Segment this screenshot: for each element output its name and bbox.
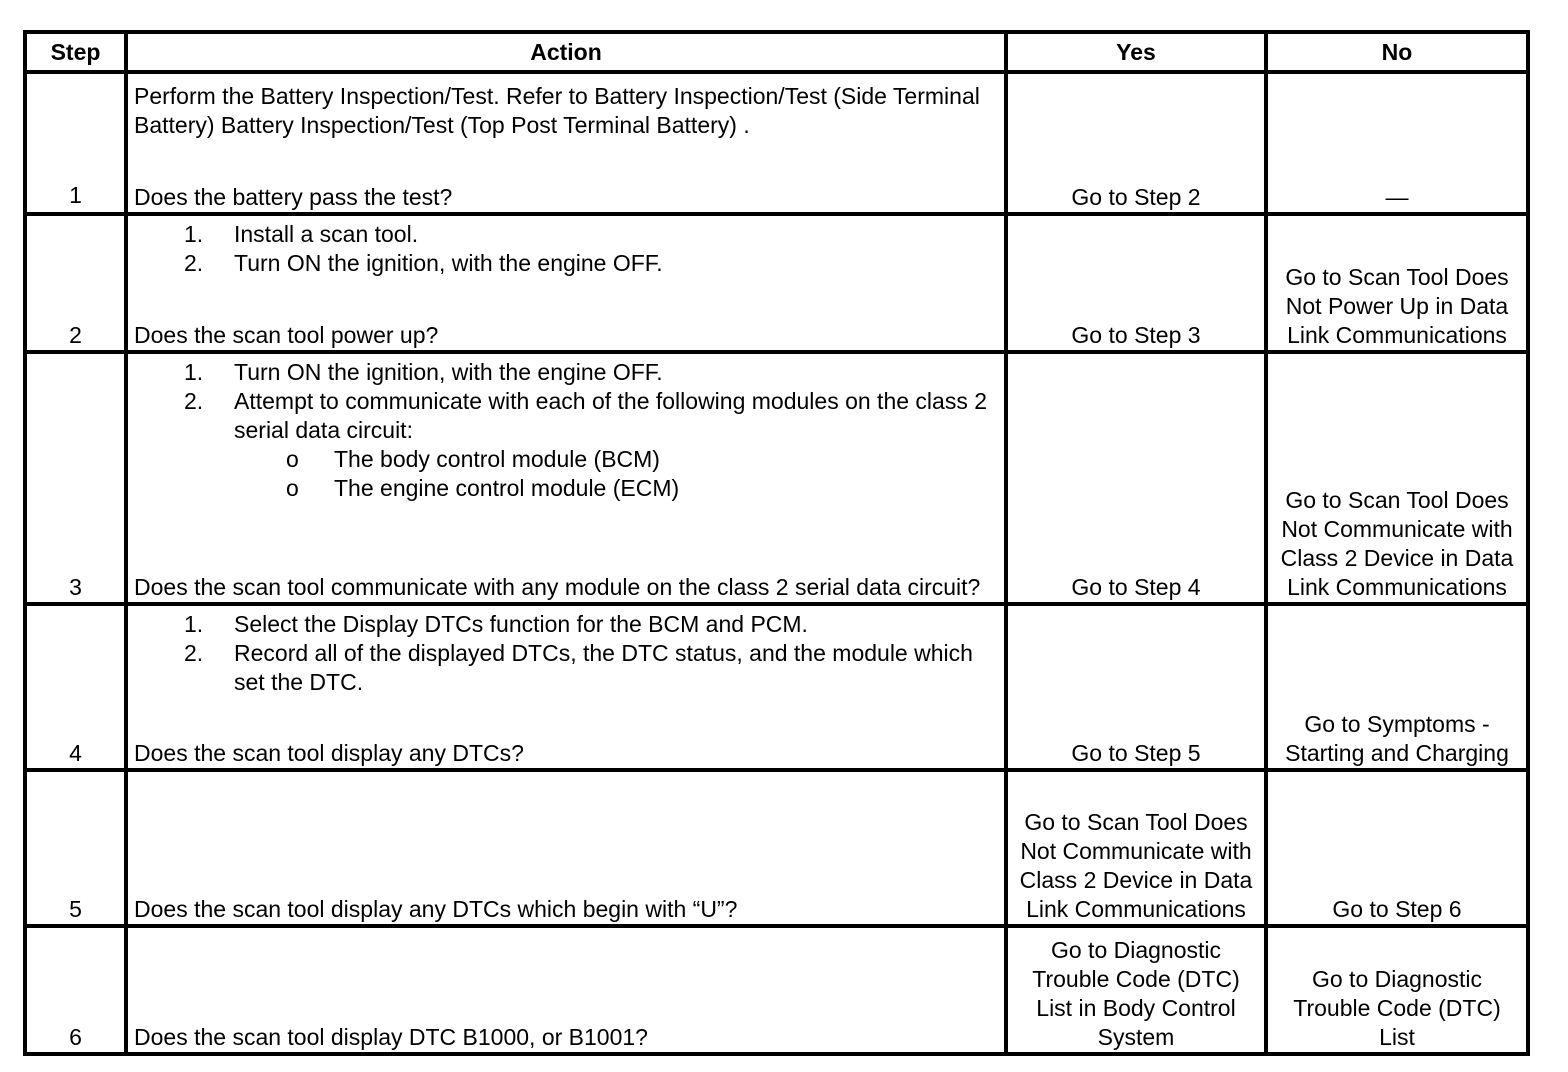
list-item: [134, 639, 998, 697]
action-question: Does the scan tool display any DTCs?: [134, 740, 524, 766]
action-steps-list: [134, 220, 998, 278]
no-link[interactable]: Go to Scan Tool Does Not Power Up in Data Link Communications: [1266, 214, 1528, 352]
table-row: [25, 214, 1528, 352]
table-row: [25, 770, 1528, 926]
header-no: No: [1266, 32, 1528, 72]
no-link[interactable]: Go to Diagnostic Trouble Code (DTC) List: [1266, 926, 1528, 1054]
list-text: The body control module (BCM): [334, 446, 660, 472]
list-number: 1.: [184, 611, 204, 637]
step-number: 6: [25, 926, 126, 1054]
table-row: [25, 352, 1528, 604]
action-cell: [126, 352, 1006, 604]
table-row: [25, 72, 1528, 214]
list-item: [134, 387, 998, 445]
yes-link[interactable]: Go to Step 2: [1006, 72, 1266, 214]
no-link[interactable]: Go to Symptoms - Starting and Charging: [1266, 604, 1528, 770]
list-item: [134, 249, 998, 278]
list-text: Attempt to communicate with each of the following modules on the class 2 serial data circuit:: [234, 388, 988, 443]
action-question: Does the scan tool communicate with any module on the class 2 serial data circuit?: [134, 574, 981, 600]
step-number: 3: [25, 352, 126, 604]
table-row: [25, 926, 1528, 1054]
action-cell: [126, 72, 1006, 214]
header-yes: Yes: [1006, 32, 1266, 72]
no-result: —: [1266, 72, 1528, 214]
action-cell: [126, 604, 1006, 770]
yes-link[interactable]: Go to Scan Tool Does Not Communicate with Class 2 Device in Data Link Communications: [1006, 770, 1266, 926]
header-row: [25, 32, 1528, 72]
action-question: Does the battery pass the test?: [134, 184, 453, 210]
list-number: 2.: [184, 388, 204, 414]
list-text: Turn ON the ignition, with the engine OFF.: [234, 359, 663, 385]
list-item: [134, 474, 998, 503]
list-item: [134, 220, 998, 249]
list-text: Install a scan tool.: [234, 221, 419, 247]
action-steps-list: [134, 610, 998, 697]
yes-link[interactable]: Go to Step 5: [1006, 604, 1266, 770]
diagnostic-table: [23, 30, 1530, 1056]
step-number: 5: [25, 770, 126, 926]
header-step: Step: [25, 32, 126, 72]
yes-link[interactable]: Go to Step 4: [1006, 352, 1266, 604]
no-link[interactable]: Go to Scan Tool Does Not Communicate with Class 2 Device in Data Link Communications: [1266, 352, 1528, 604]
list-text: The engine control module (ECM): [334, 475, 680, 501]
action-cell: [126, 926, 1006, 1054]
action-question: Does the scan tool display any DTCs which begin with “U”?: [134, 896, 738, 922]
yes-link[interactable]: Go to Diagnostic Trouble Code (DTC) List in Body Control System: [1006, 926, 1266, 1054]
step-number: 2: [25, 214, 126, 352]
action-cell: [126, 770, 1006, 926]
action-question: Does the scan tool display DTC B1000, or B1001?: [134, 1024, 648, 1050]
list-item: [134, 358, 998, 387]
list-number: 2.: [184, 640, 204, 666]
bullet-icon: o: [286, 475, 299, 501]
action-cell: [126, 214, 1006, 352]
no-link[interactable]: Go to Step 6: [1266, 770, 1528, 926]
bullet-icon: o: [286, 446, 299, 472]
list-item: [134, 445, 998, 474]
step-number: 1: [25, 72, 126, 214]
list-number: 1.: [184, 221, 204, 247]
step-number: 4: [25, 604, 126, 770]
list-item: [134, 610, 998, 639]
module-list: [134, 445, 998, 503]
header-action: Action: [126, 32, 1006, 72]
list-text: Select the Display DTCs function for the BCM and PCM.: [234, 611, 808, 637]
list-text: Turn ON the ignition, with the engine OFF.: [234, 250, 663, 276]
action-question: Does the scan tool power up?: [134, 322, 439, 348]
list-number: 1.: [184, 359, 204, 385]
action-intro: Perform the Battery Inspection/Test. Refer to Battery Inspection/Test (Side Terminal Battery) Battery Inspection/Test (Top Post Terminal Battery) .: [134, 83, 980, 138]
list-text: Record all of the displayed DTCs, the DTC status, and the module which set the DTC.: [234, 640, 973, 695]
yes-link[interactable]: Go to Step 3: [1006, 214, 1266, 352]
table-row: [25, 604, 1528, 770]
action-steps-list: [134, 358, 998, 445]
list-number: 2.: [184, 250, 204, 276]
